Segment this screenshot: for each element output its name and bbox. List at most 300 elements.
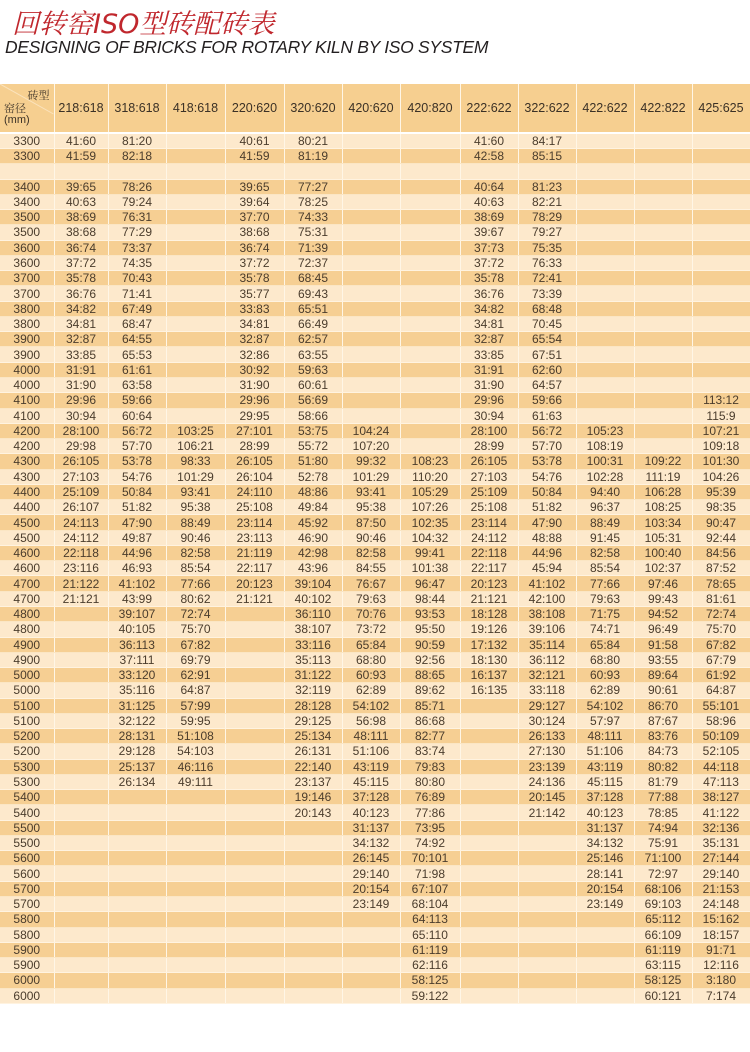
brick-ratio-cell [634, 164, 692, 179]
brick-ratio-cell: 37:72 [54, 255, 108, 270]
table-row [0, 377, 750, 392]
brick-ratio-cell: 32:87 [225, 332, 284, 347]
brick-ratio-cell [342, 393, 400, 408]
brick-ratio-cell: 77:66 [166, 576, 225, 591]
brick-ratio-cell: 40:64 [460, 179, 518, 194]
brick-ratio-cell [342, 225, 400, 240]
brick-ratio-cell [108, 927, 166, 942]
brick-ratio-cell [576, 408, 634, 423]
column-header: 222:622 [460, 84, 518, 133]
brick-ratio-cell [460, 866, 518, 881]
brick-ratio-cell [460, 851, 518, 866]
brick-ratio-cell: 43:99 [108, 591, 166, 606]
brick-ratio-cell [400, 133, 460, 149]
brick-ratio-cell: 36:76 [460, 286, 518, 301]
brick-ratio-cell [460, 973, 518, 988]
brick-ratio-cell [284, 164, 342, 179]
brick-ratio-cell [460, 881, 518, 896]
brick-ratio-cell: 19:126 [460, 622, 518, 637]
brick-ratio-cell [284, 897, 342, 912]
table-row [0, 500, 750, 515]
brick-ratio-cell: 71:41 [108, 286, 166, 301]
brick-ratio-cell [400, 423, 460, 438]
brick-ratio-cell: 50:84 [518, 484, 576, 499]
brick-ratio-cell: 27:130 [518, 744, 576, 759]
brick-ratio-cell: 80:21 [284, 133, 342, 149]
kiln-diameter-cell [0, 164, 54, 179]
brick-ratio-cell [400, 271, 460, 286]
brick-ratio-cell: 70:45 [518, 316, 576, 331]
brick-ratio-cell [692, 347, 750, 362]
brick-ratio-cell [400, 316, 460, 331]
kiln-diameter-cell: 5000 [0, 683, 54, 698]
kiln-diameter-cell: 3500 [0, 225, 54, 240]
brick-ratio-cell [342, 927, 400, 942]
column-header: 322:622 [518, 84, 576, 133]
brick-ratio-cell: 37:72 [460, 255, 518, 270]
brick-ratio-cell [342, 179, 400, 194]
brick-ratio-cell: 35:78 [460, 271, 518, 286]
brick-ratio-cell [284, 973, 342, 988]
brick-ratio-cell: 72:37 [284, 255, 342, 270]
brick-ratio-cell [342, 958, 400, 973]
kiln-diameter-cell: 4900 [0, 652, 54, 667]
brick-ratio-cell [460, 774, 518, 789]
kiln-diameter-cell: 3900 [0, 332, 54, 347]
brick-ratio-cell: 65:54 [518, 332, 576, 347]
brick-ratio-cell [692, 301, 750, 316]
brick-ratio-cell: 93:41 [342, 484, 400, 499]
kiln-diameter-cell: 6000 [0, 973, 54, 988]
brick-ratio-cell [166, 332, 225, 347]
brick-ratio-cell: 50:84 [108, 484, 166, 499]
table-row [0, 912, 750, 927]
kiln-diameter-cell: 5900 [0, 942, 54, 957]
brick-ratio-cell [518, 835, 576, 850]
brick-ratio-cell [166, 301, 225, 316]
brick-ratio-cell: 65:112 [634, 912, 692, 927]
brick-ratio-cell [692, 225, 750, 240]
kiln-diameter-cell: 3800 [0, 316, 54, 331]
brick-ratio-cell: 28:99 [460, 439, 518, 454]
brick-ratio-cell: 96:37 [576, 500, 634, 515]
brick-ratio-cell: 38:68 [54, 225, 108, 240]
brick-ratio-cell: 30:124 [518, 713, 576, 728]
brick-ratio-cell: 100:40 [634, 545, 692, 560]
kiln-diameter-cell: 6000 [0, 988, 54, 1003]
brick-ratio-cell [166, 897, 225, 912]
kiln-diameter-cell: 3700 [0, 271, 54, 286]
brick-ratio-cell [460, 927, 518, 942]
brick-ratio-cell: 77:88 [634, 790, 692, 805]
brick-ratio-cell [342, 271, 400, 286]
brick-ratio-cell: 115:9 [692, 408, 750, 423]
brick-ratio-cell [225, 637, 284, 652]
brick-ratio-cell: 85:54 [576, 561, 634, 576]
brick-ratio-cell: 75:70 [692, 622, 750, 637]
brick-ratio-cell [518, 988, 576, 1003]
brick-ratio-cell [460, 835, 518, 850]
brick-ratio-cell [460, 942, 518, 957]
column-header: 418:618 [166, 84, 225, 133]
brick-ratio-cell: 106:21 [166, 439, 225, 454]
brick-ratio-cell: 33:83 [225, 301, 284, 316]
brick-ratio-cell [166, 866, 225, 881]
brick-ratio-cell: 41:59 [225, 149, 284, 164]
brick-ratio-cell [342, 377, 400, 392]
brick-ratio-cell [576, 271, 634, 286]
kiln-diameter-cell: 4200 [0, 423, 54, 438]
kiln-diameter-cell: 4800 [0, 622, 54, 637]
brick-ratio-cell: 77:66 [576, 576, 634, 591]
brick-ratio-cell [400, 301, 460, 316]
brick-ratio-cell [634, 316, 692, 331]
table-row [0, 393, 750, 408]
brick-ratio-cell [166, 286, 225, 301]
corner-kiln-label: 窑径 [4, 103, 26, 115]
brick-ratio-cell: 29:96 [460, 393, 518, 408]
brick-ratio-cell: 62:116 [400, 958, 460, 973]
brick-ratio-cell: 82:58 [342, 545, 400, 560]
brick-ratio-cell: 84:73 [634, 744, 692, 759]
brick-ratio-cell [284, 942, 342, 957]
brick-ratio-cell: 38:68 [225, 225, 284, 240]
brick-ratio-cell [54, 958, 108, 973]
brick-ratio-cell: 67:82 [692, 637, 750, 652]
brick-ratio-cell: 29:128 [108, 744, 166, 759]
brick-ratio-cell [692, 332, 750, 347]
brick-ratio-cell: 36:74 [54, 240, 108, 255]
table-row [0, 149, 750, 164]
brick-ratio-cell: 93:41 [166, 484, 225, 499]
brick-ratio-cell: 31:125 [108, 698, 166, 713]
brick-ratio-cell: 56:72 [518, 423, 576, 438]
brick-ratio-cell [692, 362, 750, 377]
brick-ratio-cell [460, 790, 518, 805]
brick-ratio-cell: 65:84 [342, 637, 400, 652]
brick-ratio-cell: 85:54 [166, 561, 225, 576]
brick-ratio-cell: 71:39 [284, 240, 342, 255]
brick-ratio-cell [576, 377, 634, 392]
brick-ratio-cell: 42:58 [460, 149, 518, 164]
brick-ratio-cell: 59:66 [518, 393, 576, 408]
brick-ratio-cell: 95:50 [400, 622, 460, 637]
brick-ratio-cell: 67:107 [400, 881, 460, 896]
kiln-diameter-cell: 5800 [0, 927, 54, 942]
brick-ratio-cell: 97:46 [634, 576, 692, 591]
brick-ratio-cell [54, 973, 108, 988]
brick-ratio-cell: 38:69 [460, 210, 518, 225]
brick-ratio-cell [400, 332, 460, 347]
brick-ratio-cell: 21:119 [225, 545, 284, 560]
brick-ratio-cell: 107:20 [342, 439, 400, 454]
brick-ratio-cell [342, 408, 400, 423]
brick-ratio-cell: 62:57 [284, 332, 342, 347]
brick-ratio-cell [634, 377, 692, 392]
brick-ratio-cell: 110:20 [400, 469, 460, 484]
kiln-diameter-cell: 3300 [0, 149, 54, 164]
brick-ratio-cell: 108:25 [634, 500, 692, 515]
brick-ratio-cell: 66:49 [284, 316, 342, 331]
brick-ratio-cell: 82:18 [108, 149, 166, 164]
brick-ratio-cell: 67:51 [518, 347, 576, 362]
brick-ratio-cell: 49:111 [166, 774, 225, 789]
brick-ratio-cell [634, 240, 692, 255]
brick-ratio-cell: 99:41 [400, 545, 460, 560]
brick-ratio-cell: 21:153 [692, 881, 750, 896]
brick-ratio-cell [284, 835, 342, 850]
brick-ratio-cell [225, 713, 284, 728]
brick-ratio-cell: 80:62 [166, 591, 225, 606]
table-row [0, 866, 750, 881]
brick-ratio-cell: 79:63 [576, 591, 634, 606]
brick-ratio-cell [692, 286, 750, 301]
brick-ratio-cell [166, 958, 225, 973]
brick-ratio-cell: 61:92 [692, 668, 750, 683]
kiln-diameter-cell: 5500 [0, 820, 54, 835]
brick-ratio-cell: 75:91 [634, 835, 692, 850]
brick-ratio-cell [54, 927, 108, 942]
brick-ratio-cell: 27:101 [225, 423, 284, 438]
brick-ratio-cell: 18:157 [692, 927, 750, 942]
brick-ratio-cell: 25:109 [54, 484, 108, 499]
brick-ratio-cell [460, 698, 518, 713]
brick-ratio-cell: 65:53 [108, 347, 166, 362]
kiln-diameter-cell: 5200 [0, 729, 54, 744]
brick-ratio-cell: 59:63 [284, 362, 342, 377]
table-row [0, 652, 750, 667]
brick-ratio-cell: 75:70 [166, 622, 225, 637]
brick-ratio-cell: 35:78 [54, 271, 108, 286]
brick-ratio-cell [54, 790, 108, 805]
brick-ratio-cell: 32:136 [692, 820, 750, 835]
kiln-diameter-cell: 4100 [0, 408, 54, 423]
column-header: 218:618 [54, 84, 108, 133]
table-body [0, 133, 750, 1003]
brick-ratio-cell [576, 912, 634, 927]
brick-ratio-cell: 51:82 [108, 500, 166, 515]
brick-ratio-cell: 40:63 [460, 194, 518, 209]
kiln-diameter-cell: 5400 [0, 805, 54, 820]
kiln-diameter-cell: 5600 [0, 866, 54, 881]
brick-ratio-cell [284, 958, 342, 973]
brick-ratio-cell: 47:113 [692, 774, 750, 789]
brick-ratio-cell [634, 347, 692, 362]
brick-ratio-cell [576, 301, 634, 316]
brick-ratio-cell [166, 912, 225, 927]
brick-ratio-cell [166, 942, 225, 957]
brick-ratio-cell: 68:106 [634, 881, 692, 896]
brick-ratio-cell: 67:49 [108, 301, 166, 316]
brick-ratio-cell: 92:44 [692, 530, 750, 545]
brick-ratio-cell [576, 973, 634, 988]
brick-ratio-cell: 66:109 [634, 927, 692, 942]
table-row [0, 927, 750, 942]
brick-ratio-cell: 19:146 [284, 790, 342, 805]
brick-ratio-cell [166, 393, 225, 408]
brick-ratio-cell [166, 149, 225, 164]
brick-ratio-cell: 36:113 [108, 637, 166, 652]
brick-ratio-cell [342, 942, 400, 957]
brick-ratio-cell: 37:128 [342, 790, 400, 805]
brick-ratio-cell: 24:112 [460, 530, 518, 545]
brick-ratio-cell [54, 713, 108, 728]
corner-header [0, 84, 54, 133]
column-header: 220:620 [225, 84, 284, 133]
brick-ratio-cell: 30:94 [460, 408, 518, 423]
brick-ratio-cell: 72:97 [634, 866, 692, 881]
kiln-diameter-cell: 5000 [0, 668, 54, 683]
brick-ratio-cell: 22:118 [460, 545, 518, 560]
brick-ratio-cell [634, 362, 692, 377]
table-row [0, 576, 750, 591]
brick-ratio-cell [54, 622, 108, 637]
brick-ratio-cell [692, 240, 750, 255]
table-row [0, 973, 750, 988]
brick-ratio-cell [692, 255, 750, 270]
brick-ratio-cell: 60:61 [284, 377, 342, 392]
brick-ratio-cell: 24:113 [54, 515, 108, 530]
brick-ratio-cell: 16:137 [460, 668, 518, 683]
brick-ratio-cell: 74:71 [576, 622, 634, 637]
brick-ratio-cell: 29:140 [692, 866, 750, 881]
table-row [0, 713, 750, 728]
brick-ratio-cell: 48:111 [342, 729, 400, 744]
table-row [0, 545, 750, 560]
brick-ratio-cell: 23:149 [342, 897, 400, 912]
brick-ratio-cell: 58:96 [692, 713, 750, 728]
brick-ratio-cell: 31:90 [225, 377, 284, 392]
kiln-diameter-cell: 5200 [0, 744, 54, 759]
kiln-diameter-cell: 4800 [0, 606, 54, 621]
brick-ratio-cell: 34:132 [342, 835, 400, 850]
brick-ratio-cell [54, 774, 108, 789]
brick-ratio-cell [692, 210, 750, 225]
brick-ratio-cell: 56:98 [342, 713, 400, 728]
brick-ratio-cell [576, 332, 634, 347]
kiln-diameter-cell: 3400 [0, 194, 54, 209]
brick-ratio-cell [225, 164, 284, 179]
table-row [0, 179, 750, 194]
brick-ratio-cell [166, 973, 225, 988]
kiln-diameter-cell: 5400 [0, 790, 54, 805]
brick-ratio-cell: 21:142 [518, 805, 576, 820]
brick-ratio-cell: 73:37 [108, 240, 166, 255]
brick-ratio-cell [166, 790, 225, 805]
kiln-diameter-cell: 4200 [0, 439, 54, 454]
brick-ratio-cell [634, 332, 692, 347]
table-row [0, 820, 750, 835]
brick-ratio-cell [460, 805, 518, 820]
brick-ratio-cell: 81:19 [284, 149, 342, 164]
brick-ratio-cell: 82:77 [400, 729, 460, 744]
brick-ratio-cell [166, 240, 225, 255]
brick-ratio-cell: 54:76 [108, 469, 166, 484]
brick-ratio-cell [576, 393, 634, 408]
brick-ratio-cell: 36:74 [225, 240, 284, 255]
brick-ratio-cell: 78:26 [108, 179, 166, 194]
kiln-diameter-cell: 4500 [0, 515, 54, 530]
brick-ratio-cell [225, 942, 284, 957]
kiln-diameter-cell: 4700 [0, 576, 54, 591]
brick-ratio-cell: 37:70 [225, 210, 284, 225]
brick-ratio-cell [692, 133, 750, 149]
brick-ratio-cell: 48:86 [284, 484, 342, 499]
brick-ratio-cell: 70:76 [342, 606, 400, 621]
brick-ratio-cell: 61:61 [108, 362, 166, 377]
brick-ratio-cell: 23:137 [284, 774, 342, 789]
brick-ratio-cell [108, 866, 166, 881]
brick-ratio-cell: 21:122 [54, 576, 108, 591]
brick-ratio-cell: 41:122 [692, 805, 750, 820]
brick-ratio-cell: 22:117 [225, 561, 284, 576]
kiln-diameter-cell: 4300 [0, 454, 54, 469]
brick-ratio-cell [166, 408, 225, 423]
column-header: 318:618 [108, 84, 166, 133]
brick-ratio-cell: 45:115 [576, 774, 634, 789]
brick-ratio-cell: 103:34 [634, 515, 692, 530]
kiln-diameter-cell: 4400 [0, 484, 54, 499]
brick-ratio-cell [225, 835, 284, 850]
brick-ratio-cell: 98:33 [166, 454, 225, 469]
brick-ratio-cell: 106:28 [634, 484, 692, 499]
brick-ratio-cell [225, 973, 284, 988]
brick-ratio-cell [225, 729, 284, 744]
brick-ratio-cell: 24:112 [54, 530, 108, 545]
brick-ratio-cell [166, 255, 225, 270]
brick-ratio-cell [166, 377, 225, 392]
brick-ratio-cell [284, 912, 342, 927]
brick-ratio-cell [342, 362, 400, 377]
brick-ratio-cell: 32:86 [225, 347, 284, 362]
brick-ratio-cell: 20:154 [576, 881, 634, 896]
brick-ratio-cell: 45:115 [342, 774, 400, 789]
brick-ratio-cell: 29:95 [225, 408, 284, 423]
brick-ratio-cell [400, 240, 460, 255]
brick-ratio-cell [518, 164, 576, 179]
brick-ratio-cell [342, 210, 400, 225]
brick-ratio-cell: 23:114 [460, 515, 518, 530]
brick-ratio-cell: 30:92 [225, 362, 284, 377]
brick-ratio-cell: 36:112 [518, 652, 576, 667]
brick-ratio-cell [108, 942, 166, 957]
brick-ratio-cell [54, 835, 108, 850]
brick-ratio-cell: 84:17 [518, 133, 576, 149]
brick-ratio-cell [54, 164, 108, 179]
brick-ratio-cell [166, 210, 225, 225]
brick-ratio-cell [634, 408, 692, 423]
brick-ratio-cell [400, 408, 460, 423]
brick-ratio-cell: 98:44 [400, 591, 460, 606]
brick-ratio-cell: 87:50 [342, 515, 400, 530]
brick-ratio-cell: 23:139 [518, 759, 576, 774]
table-row [0, 958, 750, 973]
brick-ratio-cell: 25:108 [225, 500, 284, 515]
brick-ratio-cell: 26:145 [342, 851, 400, 866]
brick-ratio-cell [692, 377, 750, 392]
table-row [0, 591, 750, 606]
brick-ratio-cell: 31:90 [460, 377, 518, 392]
brick-ratio-cell: 35:77 [225, 286, 284, 301]
brick-ratio-cell [460, 744, 518, 759]
brick-ratio-cell: 60:121 [634, 988, 692, 1003]
brick-ratio-cell: 108:19 [576, 439, 634, 454]
kiln-diameter-cell: 4900 [0, 637, 54, 652]
brick-ratio-cell: 58:66 [284, 408, 342, 423]
column-header: 422:822 [634, 84, 692, 133]
brick-ratio-cell: 44:118 [692, 759, 750, 774]
brick-ratio-cell [460, 729, 518, 744]
